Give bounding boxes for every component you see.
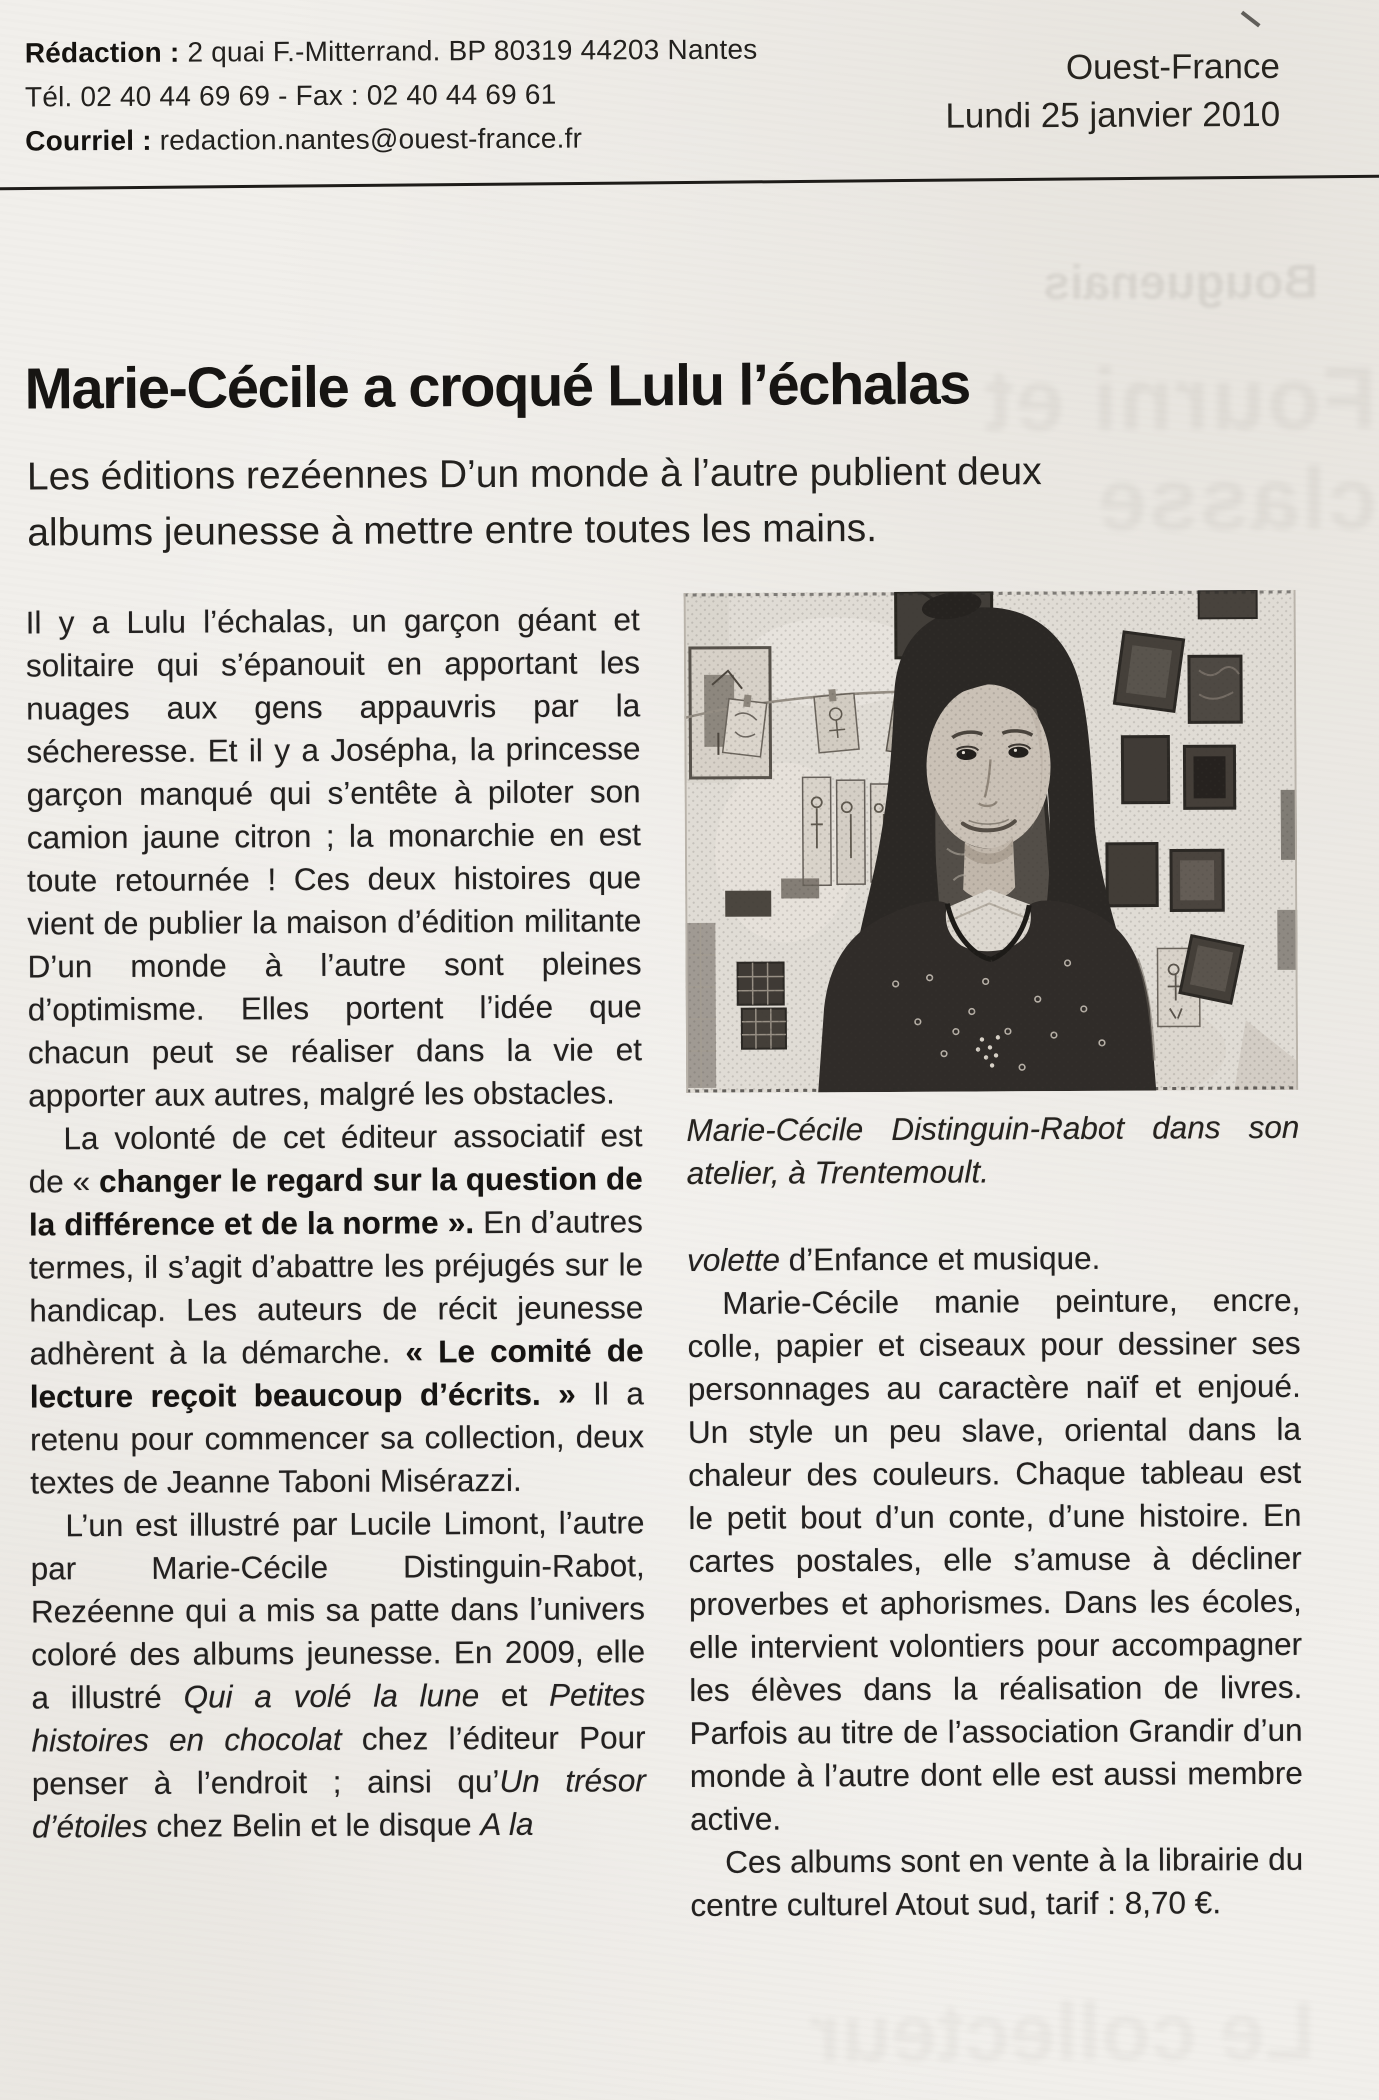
- halftone-overlay: [684, 590, 1299, 1093]
- text-segment: chez l’éditeur Pour penser à l’endroit ; ainsi qu’: [31, 1719, 646, 1802]
- text-segment: La volonté de cet éditeur associatif est de «: [28, 1117, 643, 1200]
- issue-date: Lundi 25 janvier 2010: [945, 94, 1281, 136]
- text-segment-italic: volette: [687, 1241, 781, 1279]
- text-segment-bold: changer le regard sur la question de la différence et de la norme ».: [28, 1160, 643, 1243]
- text-segment: d’Enfance et musique.: [779, 1239, 1101, 1278]
- redaction-address-block: [25, 28, 758, 164]
- article-paragraph: [26, 598, 643, 1117]
- article-paragraph: [690, 1838, 1303, 1927]
- courriel-address: redaction.nantes@ouest-france.fr: [151, 122, 583, 156]
- bleedthrough-text-middle: Fourni et classe: [981, 348, 1378, 549]
- text-segment: Ces albums sont en vente à la librairie du centre culturel Atout sud, tarif : 8,70 €.: [690, 1840, 1304, 1924]
- scan-artifact-tick: [1241, 11, 1261, 28]
- studio-photo: [684, 590, 1299, 1093]
- text-segment: Il a retenu pour commencer sa collection, deux textes de Jeanne Taboni Misérazzi.: [29, 1375, 645, 1501]
- article-paragraph: [30, 1501, 646, 1848]
- text-segment-italic: Petites histoires en chocolat: [31, 1676, 646, 1759]
- article-paragraph: [687, 1279, 1303, 1841]
- text-segment: Marie-Cécile manie peinture, encre, colle, papier et ciseaux pour dessiner ses personnages au caractère naïf et enjoué. Un style un peu slave, oriental dans la chaleur des couleurs. Chaque tableau est le petit bout d’un conte, d’une histoire. En cartes postales, elle s’amuse à décliner proverbes et aphorismes. Dans les écoles, elle intervient volontiers pour accompagner les élèves dans la réalisation de livres. Parfois au titre de l’association Grandir d’un monde à l’autre dont elle est aussi membre active.: [687, 1281, 1303, 1838]
- text-segment: En d’autres termes, il s’agit d’abattre les préjugés sur le handicap. Les auteurs de récit jeunesse adhèrent à la démarche.: [29, 1203, 644, 1372]
- phone-fax-line: Tél. 02 40 44 69 69 - Fax : 02 40 44 69 61: [24, 78, 557, 113]
- header-divider-rule: [0, 175, 1379, 191]
- courriel-label: Courriel :: [25, 124, 152, 157]
- redaction-line: [25, 28, 758, 76]
- text-segment: L’un est illustré par Lucile Limont, l’autre par Marie-Cécile Distinguin-Rabot, Rezéenne qui a mis sa patte dans l’univers coloré des albums jeunesse. En 2009, elle a illustré: [30, 1504, 646, 1716]
- article-column-left: [26, 598, 647, 1848]
- article-paragraph: [28, 1114, 644, 1504]
- bleedthrough-text-top: Bouguenais: [1043, 255, 1319, 311]
- redaction-address: 2 quai F.-Mitterrand. BP 80319 44203 Nantes: [179, 33, 758, 68]
- article-paragraph: [687, 1236, 1300, 1282]
- text-segment-italic: Un trésor d’étoiles: [31, 1762, 646, 1845]
- bleedthrough-text-bottom: Le collecteur: [809, 1985, 1316, 2080]
- photo-caption: Marie-Cécile Distinguin-Rabot dans son atelier, à Trentemoult.: [686, 1108, 1300, 1192]
- newspaper-name: Ouest-France: [1065, 46, 1280, 88]
- text-segment: et: [479, 1676, 550, 1714]
- text-segment: chez Belin et le disque: [147, 1806, 481, 1844]
- article-column-right: [684, 590, 1304, 1927]
- text-segment-bold: « Le comité de lecture reçoit beaucoup d’écrits. »: [29, 1332, 644, 1415]
- text-segment-italic: A la: [480, 1805, 534, 1843]
- redaction-label: Rédaction :: [24, 36, 180, 69]
- article-subtitle: Les éditions rezéennes D’un monde à l’autre publient deux albums jeunesse à mettre entre toutes les mains.: [26, 450, 1042, 555]
- edition-block: [945, 43, 1280, 141]
- article-title: Marie-Cécile a croqué Lulu l’échalas: [24, 351, 970, 422]
- text-segment-italic: Qui a volé la lune: [183, 1677, 480, 1715]
- courriel-line: [25, 116, 758, 164]
- text-segment: Il y a Lulu l’échalas, un garçon géant et solitaire qui s’épanouit en apportant les nuages aux gens appauvris par la sécheresse. Et il y a Josépha, la princesse garçon manqué qui s’entête à piloter son camion jaune citron ; la monarchie en est toute retournée ! Ces deux histoires que vient de publier la maison d’édition militante D’un monde à l’autre sont pleines d’optimisme. Elles portent l’idée que chacun peut se réaliser dans la vie et apporter aux autres, malgré les obstacles.: [25, 601, 643, 1114]
